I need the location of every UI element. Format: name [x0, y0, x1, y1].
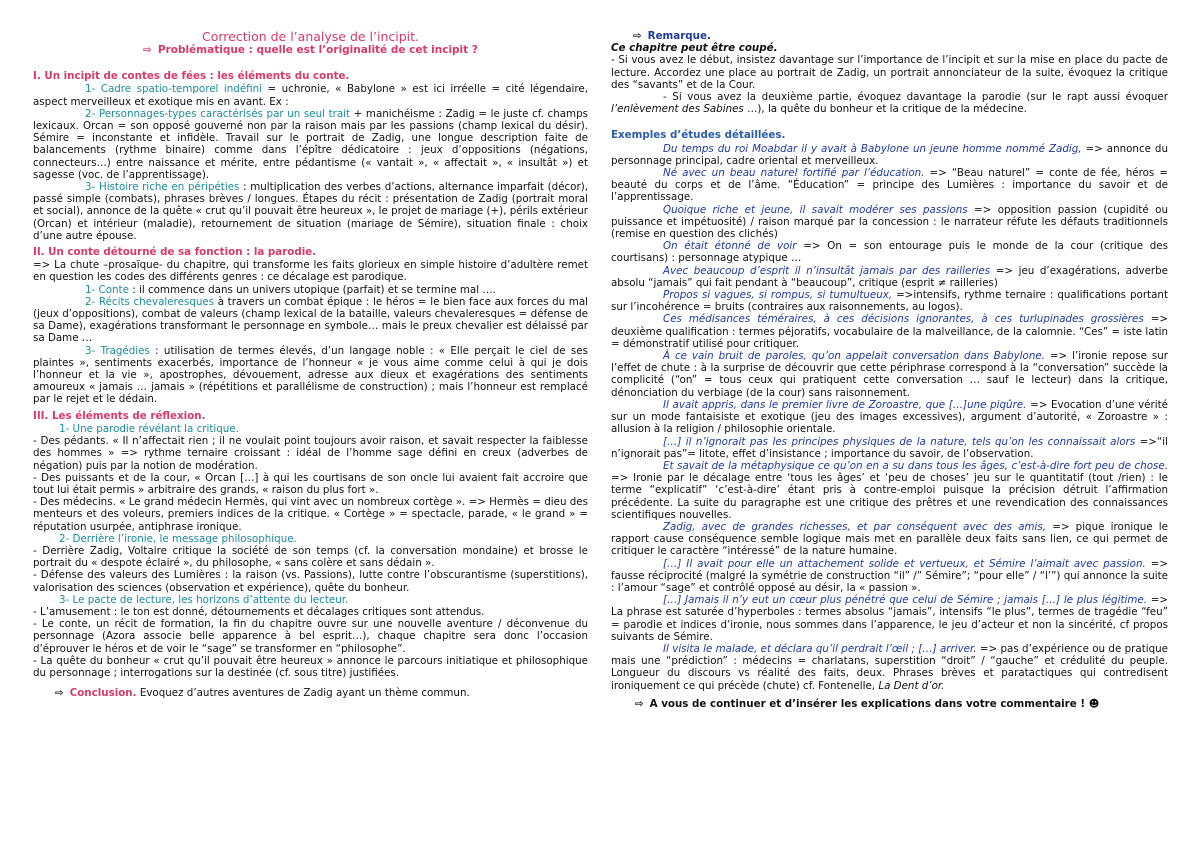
problematique: ⇨ Problématique : quelle est l’originalité de cet incipit ?	[143, 44, 478, 56]
s2-paragraph-3: 3- Tragédies : utilisation de termes élevés, d’un langage noble : « Elle perçait le ciel de ses plaintes », sentiments exacerbés, importance de l’honneur « je vous aime comme celui à qui je dois l’honneur et la vie », apostrophes, dévouement, adresse aux dieux et exagérations des sentiments amoureux « jamais … jamais » (répétitions et parallélisme de construction) ; mais l’honneur est remplacé par le rejet et le dédain.	[33, 344, 588, 406]
arrow-right-icon: ⇨	[55, 687, 64, 700]
example-11: Et savait de la métaphysique ce qu’on en a su dans tous les âges, c’est-à-dire fort peu de chose. => Ironie par le décalage entre ‘tous les âges’ et ‘peu de choses’ jeu sur le quantitatif (tout /rien) : le terme “explicatif” ‘c’est-à-dire’ étant pris à contre-emploi puisque la précision détruit l’affirmation précédente. La suite du paragraphe est une critique des prêtres et une revendication des connaissances scientifiques nouvelles.	[611, 459, 1168, 521]
s3-sub-3: 3- Le pacte de lecture, les horizons d’attente du lecteur.	[59, 593, 349, 606]
s3-bullet-3: - Des médecins. « Le grand médecin Hermès, qui vint avec un nombreux cortège ». => Hermès = dieu des menteurs et des voleurs, premiers indices de la critique. « Cortège » = spectacle, parade, « le grand » = réputation usurpée, antiphrase ironique.	[33, 496, 588, 533]
s3-bullet-2: - Des puissants et de la cour, « Orcan […] à qui les courtisans de son oncle lui avaient fait accroire que tout lui était permis » arbitraire des grands, « raison du plus fort ».	[33, 471, 588, 496]
example-14: […] Jamais il n’y eut un cœur plus pénétré que celui de Sémire ; jamais […] le plus légitime. => La phrase est saturée d’hyperboles : termes absolus “jamais”, intensifs “le plus”, termes de tragédie “feu” = parodie et indices d’ironie, nous sommes dans l’apparence, le jeu d’acteur et non la sincérité, cf propos suivants de Sémire.	[611, 594, 1168, 643]
example-13: […] Il avait pour elle un attachement solide et vertueux, et Sémire l’aimait avec passion. => fausse réciprocité (malgré la symétrie de construction “il” /” Sémire”; “pour elle” / “l’”) qui annonce la suite : l’amour “sage” et contrôlé opposé au désir, la « passion ».	[611, 557, 1168, 594]
s1-paragraph-3: 3- Histoire riche en péripéties : multiplication des verbes d’actions, alternance imparfait (décor), passé simple (combats), phrases brèves / longues. Étapes du récit : présentation de Zadig (portrait moral et social), annonce de la quête « crut qu’il pouvait être heureux », le projet de mariage (+), périls extérieur (Orcan) et intérieur (maladie), retournement de situation (mariage de Sémire), situation finale : choix d’une autre épouse.	[33, 181, 589, 242]
example-12: Zadig, avec de grandes richesses, et par conséquent avec des amis, => pique ironique le rapport cause conséquence semble logique mais met en parallèle deux faits sans lien, ce qui permet de critiquer le caractère “intéressé” de la nature humaine.	[611, 520, 1168, 558]
section-3-heading: III. Les éléments de réflexion.	[33, 409, 206, 422]
example-4: On était étonné de voir => On = son entourage puis le monde de la cour (critique des courtisans) : personnage atypique …	[611, 240, 1168, 265]
s2-paragraph-2: 2- Récits chevaleresques à travers un combat épique : le héros = le bien face aux forces du mal (jeux d’oppositions), combat de valeurs (champ lexical de la bataille, valeurs chevaleresques = défense de sa Dame), exagérations transformant le personnage en symbole… mais le preux chevalier est délaissé par sa Dame …	[33, 295, 588, 345]
example-7: Ces médisances téméraires, à ces décisions ignorantes, à ces turlupinades grossières => deuxième qualification : termes péjoratifs, vocabulaire de la malveillance, de la calomnie. “Ces” = iste latin = démonstratif utilisé pour critiquer.	[611, 313, 1169, 350]
arrow-right-icon: ⇨	[635, 697, 644, 710]
s3-bullet-4: - Derrière Zadig, Voltaire critique la société de son temps (cf. la conversation mondaine) et brosse le portrait du « despote éclairé », du philosophe, « sans colère et sans dédain ».	[33, 544, 588, 570]
remarque-1: - Si vous avez le début, insistez davantage sur l’importance de l’incipit et sur la mise en place du pacte de lecture. Accordez une place au portrait de Zadig, un portrait annonciateur de la suite, évoquez la critique des “savants” et de la Cour.	[611, 54, 1168, 91]
remarque-heading: ⇨ Remarque.	[633, 30, 711, 42]
s3-bullet-1: - Des pédants. « Il n’affectait rien ; il ne voulait point toujours avoir raison, et savait respecter la faiblesse des hommes » => rythme ternaire croissant : idéal de l’homme sage défini en creux (adverbes de négation) puis par la notion de modération.	[33, 435, 588, 472]
example-2: Né avec un beau naturel fortifié par l’éducation. => “Beau naturel” = conte de fée, héros = beauté du corps et de l’âme. “Éducation” = principe des Lumières : importance du savoir et de l’apprentissage.	[611, 167, 1168, 204]
s3-bullet-7: - Le conte, un récit de formation, la fin du chapitre ouvre sur une nouvelle aventure / déconvenue du personnage (Azora associe belle apparence à bel esprit…), chaque chapitre sera donc l’occasion d’éprouver le héros et de voir le “sage” se transformer en “philosophe”.	[33, 618, 588, 655]
page-title: Correction de l’analyse de l’incipit.	[201, 29, 420, 44]
section-2-heading: II. Un conte détourné de sa fonction : la parodie.	[33, 246, 317, 259]
spacer	[611, 115, 1168, 125]
example-15: Il visita le malade, et déclara qu’il perdrait l’œil ; […] arriver. => pas d’expérience ou de pratique mais une “prédiction” : médecins = charlatans, superstition “droit” / “gauche” et crédulité du peuple. Longueur du discours vs réalité des faits, deux. Phrases brèves et paratactiques qui contredisent ironiquement ce qui précède (chute) cf. Fontenelle, La Dent d’or.	[611, 642, 1168, 692]
example-9: Il avait appris, dans le premier livre de Zoroastre, que […]une piqûre. => Evocation d’une vérité sur un mode fantaisiste et exotique (jeu des images excessives), argument d’autorité, « Zoroastre » : allusion à la religion / philosophie orientale.	[611, 398, 1168, 436]
example-5: Avec beaucoup d’esprit il n’insultât jamais par des railleries => jeu d’exagérations, adverbe absolu “jamais” qui fait pendant à “beaucoup”, critique (esprit ≠ railleries)	[611, 264, 1169, 289]
remarque-subtitle: Ce chapitre peut être coupé.	[611, 42, 778, 55]
s3-sub-1: 1- Une parodie révélant la critique.	[59, 422, 239, 435]
example-8: À ce vain bruit de paroles, qu’on appelait conversation dans Babylone. => l’ironie repose sur l’effet de chute : à la surprise de découvrir que cette périphrase correspond à la “conversation” succède la complicité (“on” = tous ceux qui pratiquent cette conversation … sauf le lecteur) dans la critique, dénonciation du verbiage (de la cour) sans raisonnement.	[611, 350, 1169, 399]
left-column	[33, 30, 588, 699]
s3-bullet-5: - Défense des valeurs des Lumières : la raison (vs. Passions), lutte contre l’obscurantisme (superstitions), valorisation des sciences (observation et expérience), quête du bonheur.	[33, 569, 588, 594]
conclusion: ⇨ Conclusion. Evoquez d’autres aventures de Zadig ayant un thème commun.	[55, 687, 470, 700]
s1-paragraph-2: 2- Personnages-types caractérisés par un seul trait + manichéisme : Zadig = le juste cf. champs lexicaux. Orcan = son opposé gouverné non par la raison mais par les passions (champ lexical du désir). Sémire = inconstante et infidèle. Travail sur le portrait de Zadig, une longue description faite de balancements (rythme binaire) comme dans l’épître dédicatoire : jeux d’oppositions (négations, connecteurs…) entre naissance et mérite, entre pédantisme (« vantait », « affectait », « insultât ») et sagesse (voc. de l’apprentissage).	[33, 107, 588, 181]
s3-bullet-8: - La quête du bonheur « crut qu’il pouvait être heureux » annonce le parcours initiatique et philosophique du personnage ; interrogations sur la destinée (cf. sous titre) justifiées.	[33, 654, 588, 679]
arrow-right-icon: ⇨	[633, 30, 642, 42]
s3-sub-2: 2- Derrière l’ironie, le message philosophique.	[59, 532, 297, 545]
s3-bullet-6: - L’amusement : le ton est donné, détournements et décalages critiques sont attendus.	[33, 605, 485, 618]
example-10: […] il n’ignorait pas les principes physiques de la nature, tels qu’on les connaissait alors =>“il n’ignorait pas”= litote, effet d’insistance ; importance du savoir, de l’observation.	[611, 435, 1168, 460]
remarque-2: - Si vous avez la deuxième partie, évoquez davantage la parodie (sur le rapt aussi évoquer l’enlèvement des Sabines …), la quête du bonheur et la critique de la médecine.	[611, 91, 1168, 116]
final-instruction: ⇨ A vous de continuer et d’insérer les explications dans votre commentaire ! ☻	[635, 697, 1100, 710]
s2-intro: => La chute –prosaïque- du chapitre, qui transforme les faits glorieux en simple histoire d’adultère remet en question les codes des différents genres : ce décalage est parodique.	[33, 259, 588, 284]
example-3: Quoique riche et jeune, il savait modérer ses passions => opposition passion (cupidité ou puissance et impétuosité) / raison marqué par la concession : le narrateur réfute les défauts traditionnels (remise en question des clichés)	[611, 203, 1168, 241]
arrow-right-icon: ⇨	[143, 44, 152, 56]
example-1: Du temps du roi Moabdar il y avait à Babylone un jeune homme nommé Zadig, => annonce du personnage principal, cadre oriental et merveilleux.	[611, 142, 1168, 167]
section-1-heading: I. Un incipit de contes de fées : les éléments du conte.	[33, 70, 350, 83]
right-column	[611, 30, 1168, 710]
example-6: Propos si vagues, si rompus, si tumultueux, =>intensifs, rythme ternaire : qualifications portant sur l’incohérence = bruits (contraires aux raisonnements, au logos).	[611, 289, 1168, 314]
s2-paragraph-1: 1- Conte : il commence dans un univers utopique (parfait) et se termine mal ….	[85, 283, 496, 296]
examples-heading: Exemples d’études détaillées.	[611, 129, 786, 142]
s1-paragraph-1: 1- Cadre spatio-temporel indéfini = uchronie, « Babylone » est ici irréelle = cité légendaire, aspect merveilleux et exotique mis en avant. Ex :	[33, 83, 588, 108]
